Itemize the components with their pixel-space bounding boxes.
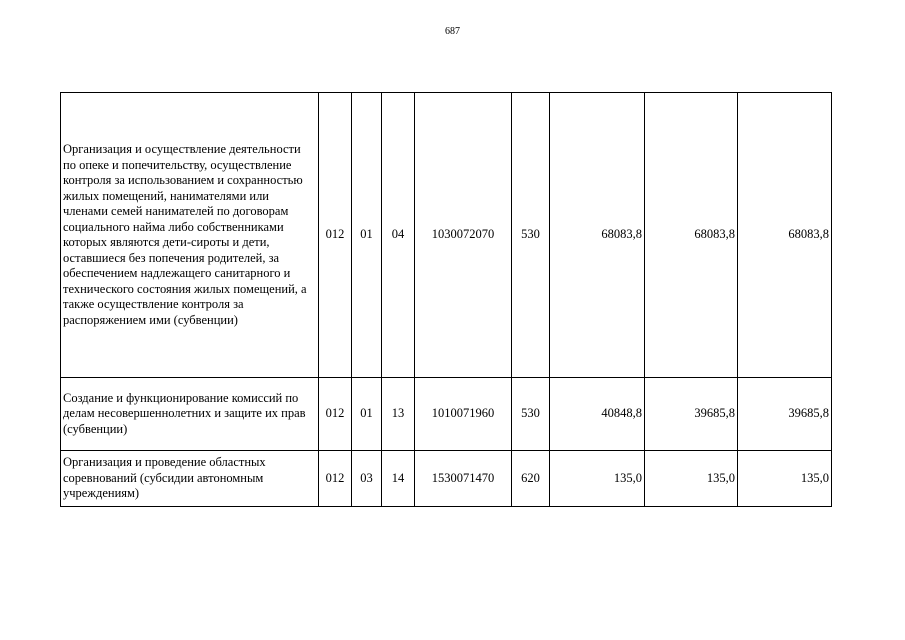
amount-year-3: 68083,8 — [738, 93, 832, 378]
amount-year-1: 40848,8 — [550, 378, 645, 451]
ministry-code: 012 — [319, 451, 352, 507]
amount-year-2: 135,0 — [645, 451, 738, 507]
target-article-code: 1010071960 — [415, 378, 512, 451]
target-article-code: 1030072070 — [415, 93, 512, 378]
page-number: 687 — [445, 26, 460, 37]
amount-year-3: 135,0 — [738, 451, 832, 507]
section-code: 03 — [352, 451, 382, 507]
row-description: Организация и проведение областных соревнований (субсидии автономным учреждениям) — [61, 451, 319, 507]
expense-type-code: 530 — [512, 93, 550, 378]
subsection-code: 13 — [382, 378, 415, 451]
expense-type-code: 620 — [512, 451, 550, 507]
target-article-code: 1530071470 — [415, 451, 512, 507]
section-code: 01 — [352, 93, 382, 378]
amount-year-1: 135,0 — [550, 451, 645, 507]
subsection-code: 14 — [382, 451, 415, 507]
row-description: Организация и осуществление деятельности по опеке и попечительству, осуществление контроля за использованием и сохранностью жилых помещений, нанимателями или членами семей нанимателей по договорам социального найма либо собственниками которых являются дети-сироты и дети, оставшиеся без попечения родителей, за обеспечением надлежащего санитарного и технического состояния жилых помещений, а также осуществление контроля за распоряжением ими (субвенции) — [61, 93, 319, 378]
amount-year-3: 39685,8 — [738, 378, 832, 451]
row-description: Создание и функционирование комиссий по делам несовершеннолетних и защите их прав (субвенции) — [61, 378, 319, 451]
table-row — [61, 378, 832, 451]
ministry-code: 012 — [319, 378, 352, 451]
budget-table — [60, 92, 832, 507]
amount-year-2: 39685,8 — [645, 378, 738, 451]
section-code: 01 — [352, 378, 382, 451]
amount-year-1: 68083,8 — [550, 93, 645, 378]
table-row — [61, 93, 832, 378]
table-row — [61, 451, 832, 507]
expense-type-code: 530 — [512, 378, 550, 451]
ministry-code: 012 — [319, 93, 352, 378]
amount-year-2: 68083,8 — [645, 93, 738, 378]
subsection-code: 04 — [382, 93, 415, 378]
